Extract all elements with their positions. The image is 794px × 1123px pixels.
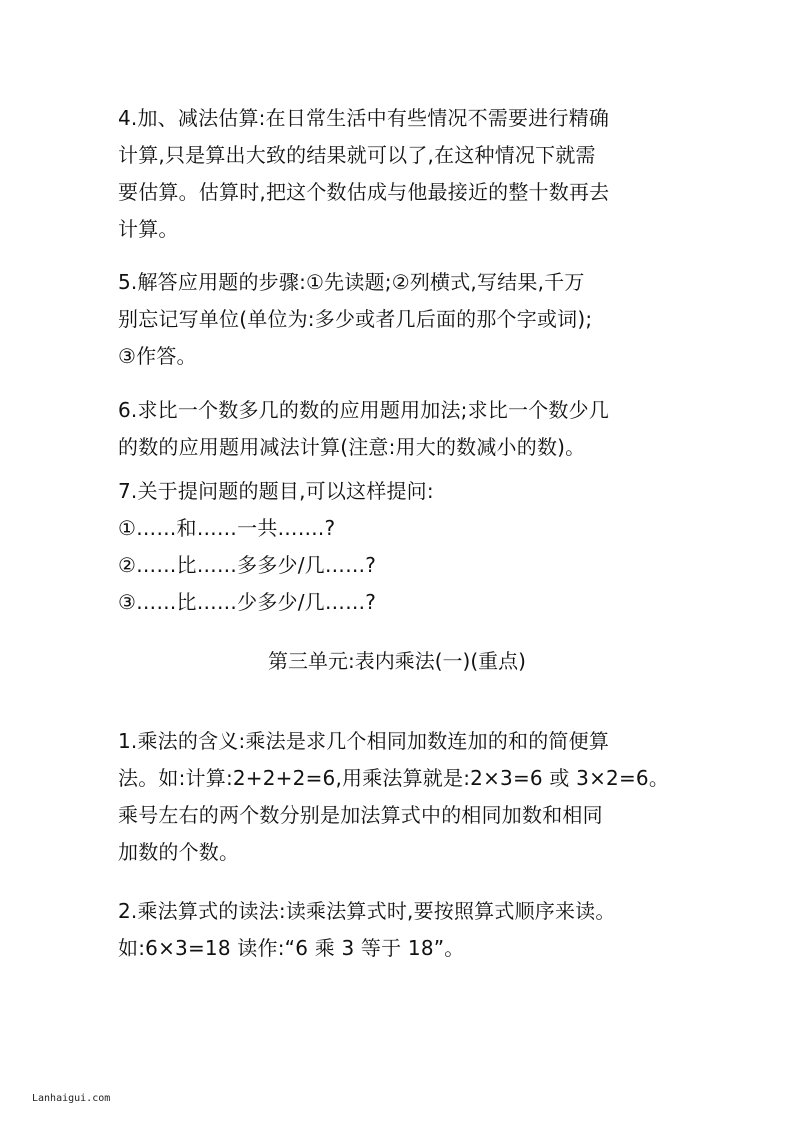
question-pattern: ③……比……少多少/几……? [118, 590, 377, 614]
text-line: 乘号左右的两个数分别是加法算式中的相同加数和相同 [118, 803, 603, 827]
paragraph-item-7 [118, 473, 686, 621]
paragraph-multiplication-2 [118, 893, 686, 967]
text-line: 加数的个数。 [118, 840, 240, 864]
text-line: 1.乘法的含义:乘法是求几个相同加数连加的和的简便算 [118, 729, 610, 753]
text-line: 6.求比一个数多几的数的应用题用加法;求比一个数少几 [118, 398, 610, 422]
paragraph-item-4 [118, 100, 686, 248]
section-heading: 第三单元:表内乘法(一)(重点) [268, 649, 526, 673]
text-line: 4.加、减法估算:在日常生活中有些情况不需要进行精确 [118, 106, 610, 130]
paragraph-multiplication-1 [118, 723, 686, 871]
footer-watermark: Lanhaigui.com [32, 1093, 111, 1104]
question-pattern: ①……和……一共…….? [118, 516, 336, 540]
text-line: 计算,只是算出大致的结果就可以了,在这种情况下就需 [118, 143, 596, 167]
text-line: 别忘记写单位(单位为:多少或者几后面的那个字或词); [118, 307, 593, 331]
question-pattern: ②……比……多多少/几……? [118, 553, 377, 577]
text-line: 5.解答应用题的步骤:①先读题;②列横式,写结果,千万 [118, 270, 585, 294]
paragraph-item-5 [118, 264, 686, 375]
text-line: 法。如:计算:2+2+2=6,用乘法算就是:2×3=6 或 3×2=6。 [118, 766, 670, 790]
text-line: 要估算。估算时,把这个数估成与他最接近的整十数再去 [118, 180, 610, 204]
paragraph-item-6 [118, 392, 686, 466]
text-line: 2.乘法算式的读法:读乘法算式时,要按照算式顺序来读。 [118, 899, 616, 923]
text-line: 7.关于提问题的题目,可以这样提问: [118, 479, 434, 503]
text-line: 如:6×3=18 读作:“6 乘 3 等于 18”。 [118, 936, 465, 960]
text-line: 的数的应用题用减法计算(注意:用大的数减小的数)。 [118, 435, 586, 459]
text-line: ③作答。 [118, 344, 197, 368]
text-line: 计算。 [118, 217, 179, 241]
